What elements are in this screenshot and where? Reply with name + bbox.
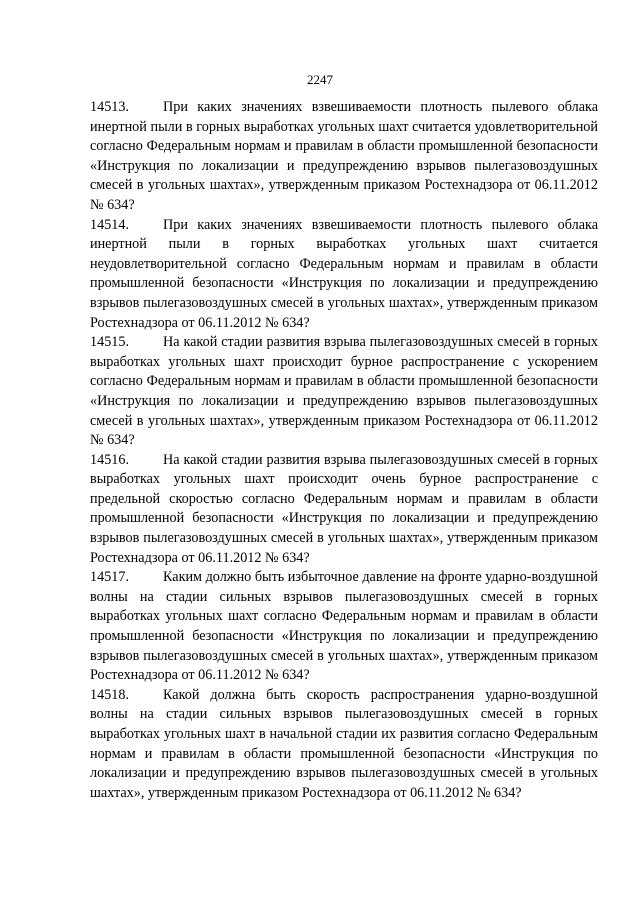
question-item-14517 xyxy=(90,568,598,686)
question-number: 14516. xyxy=(90,451,130,468)
question-item-14515 xyxy=(90,333,598,451)
question-number: 14513. xyxy=(90,99,130,115)
page-number: 2247 xyxy=(307,72,333,87)
question-number: 14517. xyxy=(90,569,130,586)
question-text: Каким должно быть избыточное давление на фронте ударно-воздушной волны на стадии сильных взрывов пылегазовоздушных смесей в горных выработках угольных шахт согласно Федеральным нормам и правилам в области промышленной безопасности «Инструкция по локализации и предупреждению взрывов пылегазовоздушных смесей в угольных шахтах», утвержденным приказом Ростехнадзора от 06.11.2012 № 634? xyxy=(90,569,598,684)
question-text: Какой должна быть скорость распространения ударно-воздушной волны на стадии сильных взрывов пылегазовоздушных смесей в горных выработках угольных шахт в начальной стадии их развития согласно Федеральным нормам и правилам в области промышленной безопасности «Инструкция по локализации и предупреждению взрывов пылегазовоздушных смесей в угольных шахтах», утвержденным приказом Ростехнадзора от 06.11.2012 № 634? xyxy=(90,686,598,801)
question-text: На какой стадии развития взрыва пылегазовоздушных смесей в горных выработках угольных шахт происходит бурное распространение с ускорением согласно Федеральным нормам и правилам в области промышленной безопасности «Инструкция по локализации и предупреждению взрывов пылегазовоздушных смесей в угольных шахтах», утвержденным приказом Ростехнадзора от 06.11.2012 № 634? xyxy=(90,334,598,449)
question-list xyxy=(90,98,598,803)
question-number: 14515. xyxy=(90,334,130,351)
question-number: 14518. xyxy=(90,686,130,703)
question-text: На какой стадии развития взрыва пылегазовоздушных смесей в горных выработках угольных шахт происходит очень бурное распространение с предельной скоростью согласно Федеральным нормам и правилам в области промышленной безопасности «Инструкция по локализации и предупреждению взрывов пылегазовоздушных смесей в угольных шахтах», утвержденным приказом Ростехнадзора от 06.11.2012 № 634? xyxy=(90,451,598,566)
question-item-14516 xyxy=(90,451,598,569)
question-item-14518 xyxy=(90,686,598,804)
question-number: 14514. xyxy=(90,216,130,233)
question-item-14514 xyxy=(90,216,598,334)
question-text: При каких значениях взвешиваемости плотность пылевого облака инертной пыли в горных выработках угольных шахт считается удовлетворительной согласно Федеральным нормам и правилам в области промышленной безопасности «Инструкция по локализации и предупреждению взрывов пылегазовоздушных смесей в угольных шахтах», утвержденным приказом Ростехнадзора от 06.11.2012 № 634? xyxy=(90,99,598,213)
question-text: При каких значениях взвешиваемости плотность пылевого облака инертной пыли в горных выработках угольных шахт считается неудовлетворительной согласно Федеральным нормам и правилам в области промышленной безопасности «Инструкция по локализации и предупреждению взрывов пылегазовоздушных смесей в угольных шахтах», утвержденным приказом Ростехнадзора от 06.11.2012 № 634? xyxy=(90,216,598,331)
question-item-14513 xyxy=(90,98,598,216)
